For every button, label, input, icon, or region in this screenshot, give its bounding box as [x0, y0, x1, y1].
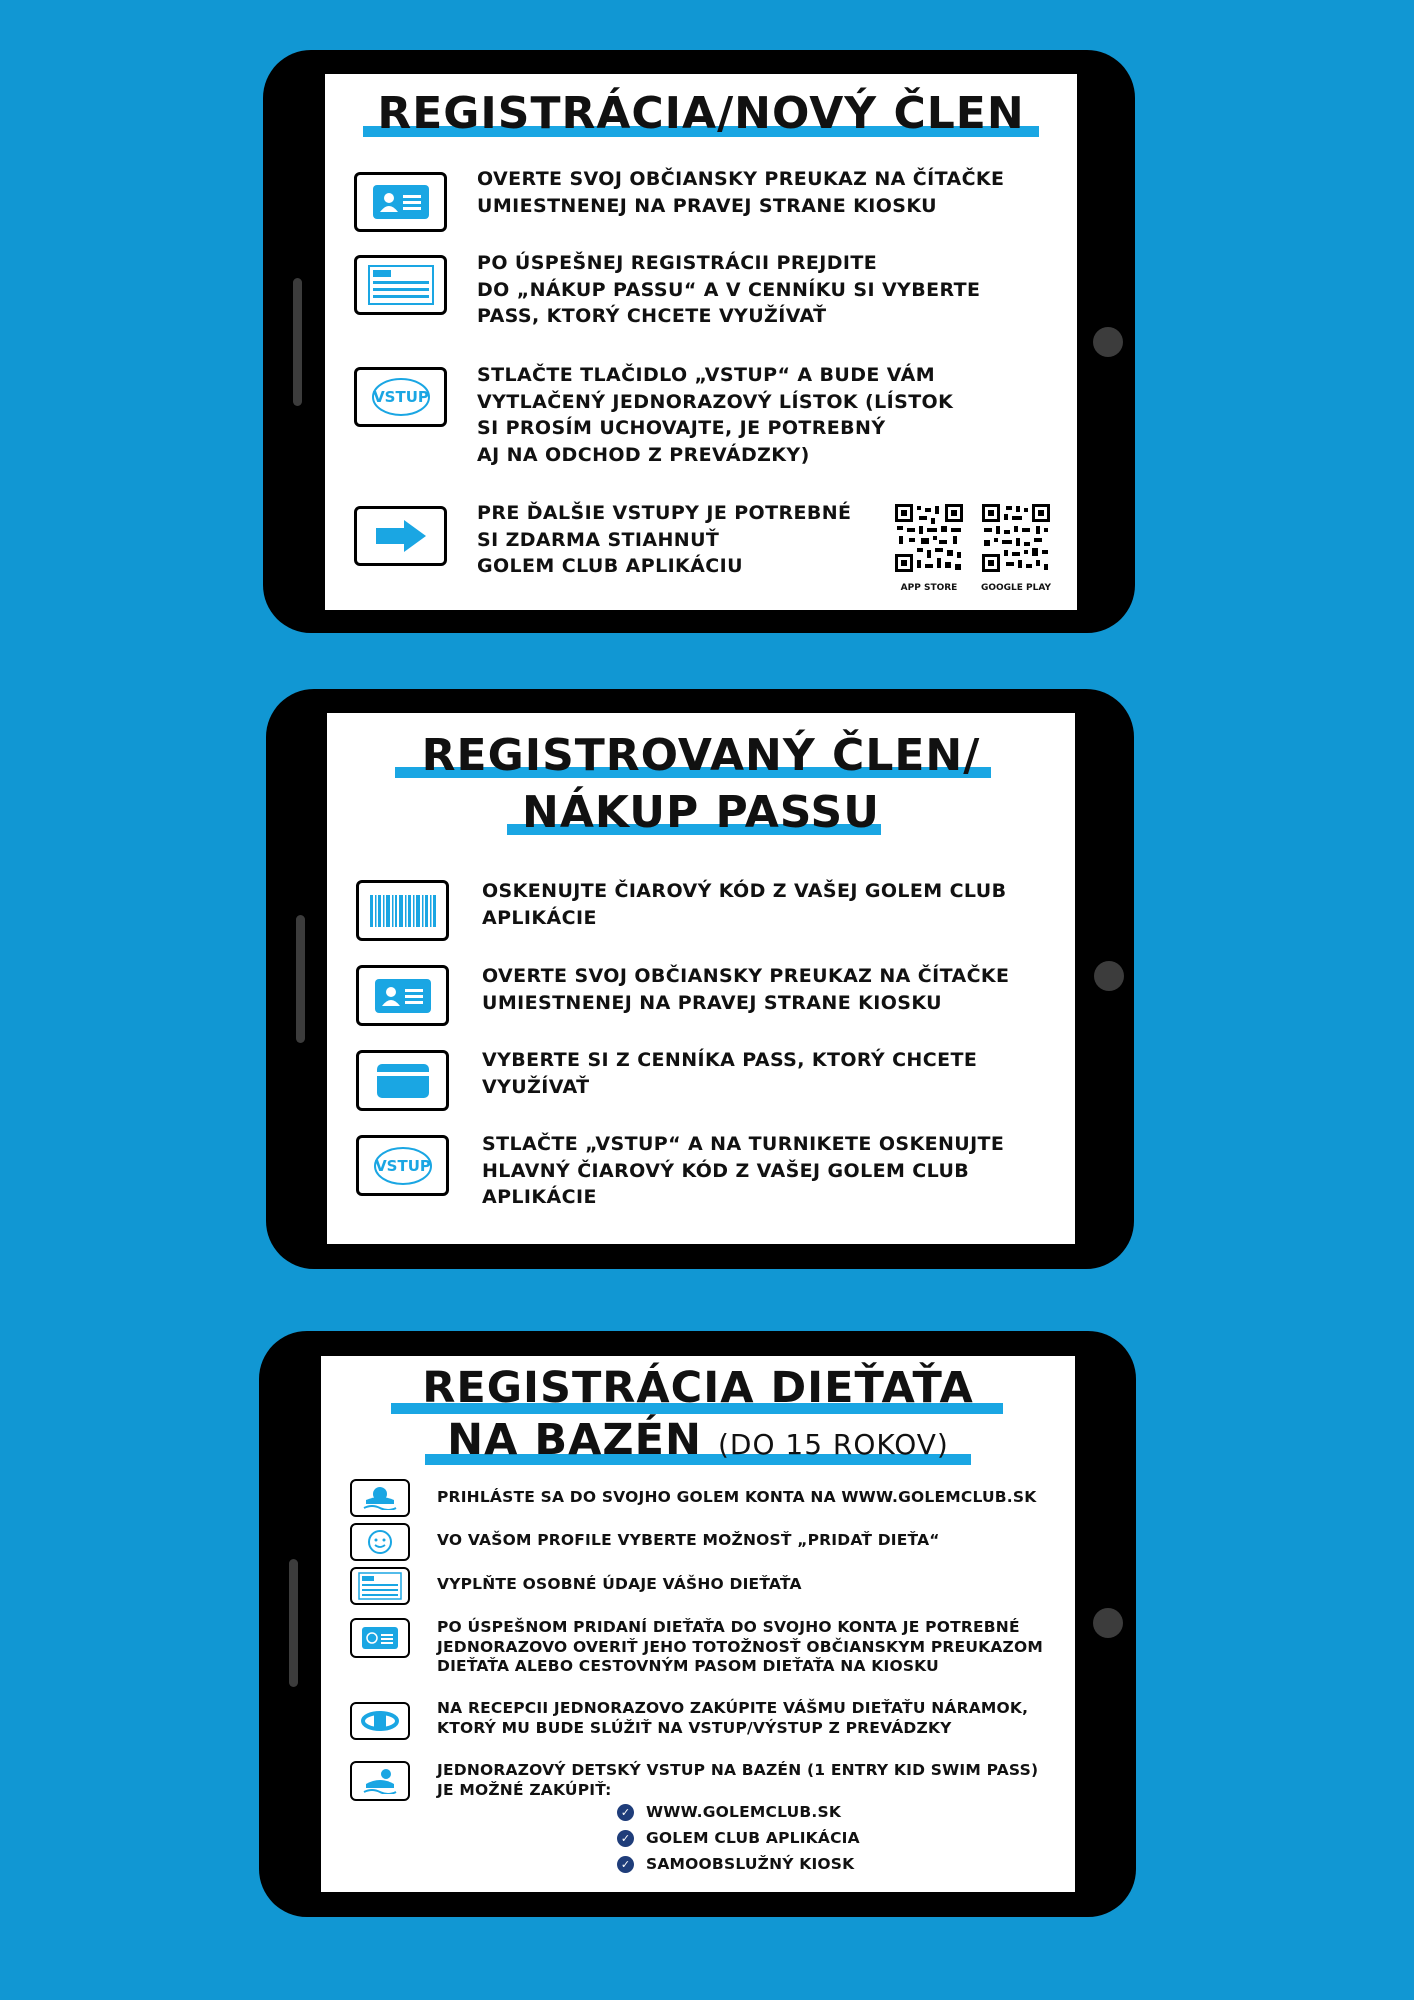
purchase-option: WWW.GOLEMCLUB.SK [646, 1803, 842, 1821]
tablet-frame-registration [263, 50, 1135, 633]
title-text-line1: REGISTRÁCIA DIEŤAŤA [422, 1363, 974, 1413]
step-text: OVERTE SVOJ OBČIANSKY PREUKAZ NA ČÍTAČKE UMIESTNENEJ NA PRAVEJ STRANE KIOSKU [482, 965, 1010, 1014]
tablet-side-button [293, 278, 302, 406]
vstup-icon-label: VSTUP [372, 388, 429, 406]
step-text: PRIHLÁSTE SA DO SVOJHO GOLEM KONTA NA WWW.GOLEMCLUB.SK [437, 1488, 1037, 1506]
step-text: OVERTE SVOJ OBČIANSKY PREUKAZ NA ČÍTAČKE UMIESTNENEJ NA PRAVEJ STRANE KIOSKU [477, 168, 1005, 217]
qr-label-app-store: APP STORE [900, 583, 958, 593]
page-title [321, 1362, 1075, 1471]
step-text: JEDNORAZOVÝ DETSKÝ VSTUP NA BAZÉN (1 ENTRY KID SWIM PASS) JE MOŽNÉ ZAKÚPIŤ: [437, 1761, 1039, 1799]
step-text: STLAČTE TLAČIDLO „VSTUP“ A BUDE VÁM VYTLAČENÝ JEDNORAZOVÝ LÍSTOK (LÍSTOK SI PROSÍM UCHOVAJTE, JE POTREBNÝ AJ NA ODCHOD Z PREVÁDZKY) [477, 364, 954, 466]
arrow-right-icon [354, 506, 447, 566]
swimmer-icon [350, 1761, 410, 1801]
step-text: PO ÚSPEŠNEJ REGISTRÁCII PREJDITE DO „NÁKUP PASSU“ A V CENNÍKU SI VYBERTE PASS, KTORÝ CHCETE VYUŽÍVAŤ [477, 252, 981, 327]
page-title [327, 727, 1075, 841]
title-text: REGISTRÁCIA/NOVÝ ČLEN [377, 88, 1025, 139]
step-text: PO ÚSPEŠNOM PRIDANÍ DIEŤAŤA DO SVOJHO KONTA JE POTREBNÉ JEDNORAZOVO OVERIŤ JEHO TOTOŽNOSŤ OBČIANSKYM PREUKAZOM DIEŤAŤA ALEBO CESTOVNÝM PASOM DIEŤAŤA NA KIOSKU [437, 1618, 1043, 1675]
purchase-option: GOLEM CLUB APLIKÁCIA [646, 1829, 860, 1847]
qr-code-google-play[interactable] [982, 504, 1050, 572]
tablet-camera [1093, 1608, 1123, 1638]
step-text: VYBERTE SI Z CENNÍKA PASS, KTORÝ CHCETE VYUŽÍVAŤ [482, 1049, 978, 1098]
title-text-line2: NA BAZÉN [447, 1415, 702, 1465]
child-face-icon [350, 1523, 410, 1561]
check-icon: ✓ [617, 1804, 634, 1821]
step-text: NA RECEPCII JEDNORAZOVO ZAKÚPITE VÁŠMU DIEŤAŤU NÁRAMOK, KTORÝ MU BUDE SLÚŽIŤ NA VSTUP/VÝSTUP Z PREVÁDZKY [437, 1699, 1029, 1737]
tablet-frame-pass-purchase [266, 689, 1134, 1269]
tablet-camera [1094, 961, 1124, 991]
purchase-option: SAMOOBSLUŽNÝ KIOSK [646, 1855, 855, 1873]
title-text-line1: REGISTROVANÝ ČLEN/ [421, 730, 981, 781]
wristband-icon [350, 1702, 410, 1740]
credit-card-icon [356, 1050, 449, 1111]
price-list-icon [354, 255, 447, 315]
screen-pass-purchase [327, 713, 1075, 1244]
title-text-line2: NÁKUP PASSU [522, 787, 880, 838]
step-text: OSKENUJTE ČIAROVÝ KÓD Z VAŠEJ GOLEM CLUB APLIKÁCIE [482, 880, 1007, 929]
title-subtitle: (DO 15 ROKOV) [717, 1428, 949, 1461]
tablet-camera [1093, 327, 1123, 357]
id-card-icon [350, 1618, 410, 1658]
id-card-icon [356, 965, 449, 1026]
vstup-icon [354, 367, 447, 427]
page-title [325, 88, 1077, 140]
form-icon [350, 1567, 410, 1605]
check-icon: ✓ [617, 1856, 634, 1873]
qr-label-google-play: GOOGLE PLAY [980, 583, 1052, 593]
id-card-icon [354, 172, 447, 232]
vstup-icon [356, 1135, 449, 1196]
vstup-icon-label: VSTUP [374, 1156, 431, 1175]
tablet-side-button [296, 915, 305, 1043]
tablet-side-button [289, 1559, 298, 1687]
step-text: VYPLŇTE OSOBNÉ ÚDAJE VÁŠHO DIEŤAŤA [437, 1575, 802, 1593]
step-text: PRE ĎALŠIE VSTUPY JE POTREBNÉ SI ZDARMA STIAHNUŤ GOLEM CLUB APLIKÁCIU [477, 502, 852, 577]
step-text: VO VAŠOM PROFILE VYBERTE MOŽNOSŤ „PRIDAŤ DIEŤA“ [437, 1531, 940, 1549]
check-icon: ✓ [617, 1830, 634, 1847]
tablet-frame-child-registration [259, 1331, 1136, 1917]
screen-registration [325, 74, 1077, 610]
step-text: STLAČTE „VSTUP“ A NA TURNIKETE OSKENUJTE HLAVNÝ ČIAROVÝ KÓD Z VAŠEJ GOLEM CLUB APLIKÁCIE [482, 1133, 1005, 1208]
barcode-icon [356, 880, 449, 941]
screen-child-registration [321, 1356, 1075, 1892]
swimmer-icon [350, 1479, 410, 1517]
qr-code-app-store[interactable] [895, 504, 963, 572]
